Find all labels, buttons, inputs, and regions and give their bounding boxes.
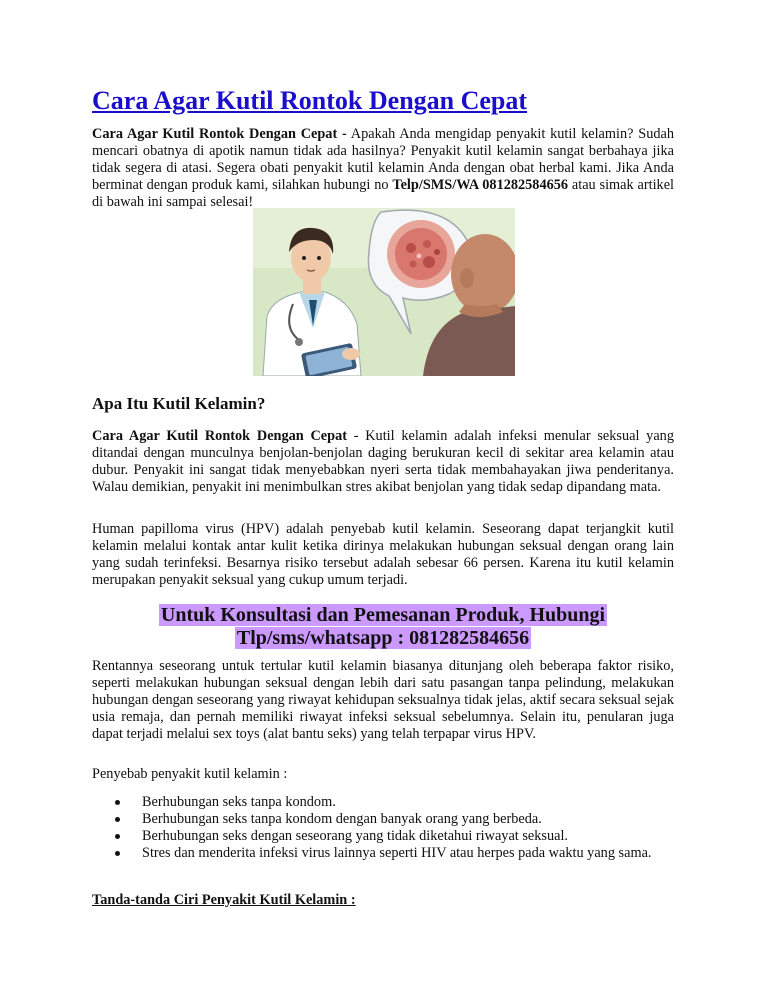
causes-list [112, 794, 674, 862]
intro-text-end: atau simak artikel di bawah ini sampai selesai! [92, 177, 675, 210]
intro-contact: Telp/SMS/WA 081282584656 [392, 177, 569, 193]
list-item: Berhubungan seks dengan seseorang yang tidak diketahui riwayat seksual. [112, 828, 674, 845]
intro-lead: Cara Agar Kutil Rontok Dengan Cepat - [92, 126, 347, 142]
illustration-svg [253, 208, 515, 376]
contact-callout [92, 604, 674, 650]
hpv-paragraph: Human papilloma virus (HPV) adalah penyebab kutil kelamin. Seseorang dapat terjangkit kutil kelamin melalui kontak antar kulit ketika dirinya melakukan hubungan seksual dengan orang lain yang sudah terinfeksi. Besarnya risiko tersebut adalah sebesar 66 persen. Karena itu kutil kelamin merupakan penyakit seksual yang cukup umum terjadi. [92, 521, 674, 588]
doctor-patient-illustration [253, 208, 515, 376]
definition-lead: Cara Agar Kutil Rontok Dengan Cepat [92, 428, 347, 444]
list-item: Berhubungan seks tanpa kondom dengan banyak orang yang berbeda. [112, 811, 674, 828]
definition-paragraph [92, 428, 674, 496]
list-item: Berhubungan seks tanpa kondom. [112, 794, 674, 811]
section-heading-kutil-kelamin: Apa Itu Kutil Kelamin? [92, 394, 266, 413]
list-item: Stres dan menderita infeksi virus lainnya seperti HIV atau herpes pada waktu yang sama. [112, 845, 674, 862]
definition-text: - Kutil kelamin adalah infeksi menular seksual yang ditandai dengan munculnya benjolan-benjolan daging berukuran kecil di sekitar area kelamin atau dubur. Penyakit ini sangat tidak menyebabkan nyeri serta tidak membahayakan jiwa penderitanya. Walau demikian, penyakit ini menimbulkan stres akibat benjolan yang tidak sedap dipandang mata. [92, 428, 674, 495]
article-title-link[interactable]: Cara Agar Kutil Rontok Dengan Cepat [92, 86, 528, 115]
causes-intro: Penyebab penyakit kutil kelamin : [92, 766, 288, 782]
intro-text: Apakah Anda mengidap penyakit kutil kelamin? Sudah mencari obatnya di apotik namun tidak ada hasilnya? Penyakit kutil kelamin sangat berbahaya jika tidak segera di atasi. Segera obati penyakit kutil kelamin Anda dengan obat herbal kami. Jika Anda berminat dengan produk kami, silahkan hubungi no [92, 126, 674, 193]
risk-paragraph: Rentannya seseorang untuk tertular kutil kelamin biasanya ditunjang oleh beberapa faktor risiko, seperti melakukan hubungan seksual dengan lebih dari satu pasangan tanpa pelindung, melakukan hubungan dengan seseorang yang riwayat kehidupan seksualnya tidak jelas, aktif secara seksual sejak usia remaja, dan pernah memiliki riwayat infeksi seksual sebelumnya. Selain itu, penularan juga dapat terjadi melalui sex toys (alat bantu seks) yang telah terpapar virus HPV. [92, 658, 674, 742]
contact-callout-phone[interactable]: Tlp/sms/whatsapp : 081282584656 [236, 627, 530, 649]
signs-heading: Tanda-tanda Ciri Penyakit Kutil Kelamin : [92, 892, 356, 908]
intro-paragraph [92, 126, 674, 211]
contact-callout-line1[interactable]: Untuk Konsultasi dan Pemesanan Produk, Hubungi [160, 604, 606, 626]
